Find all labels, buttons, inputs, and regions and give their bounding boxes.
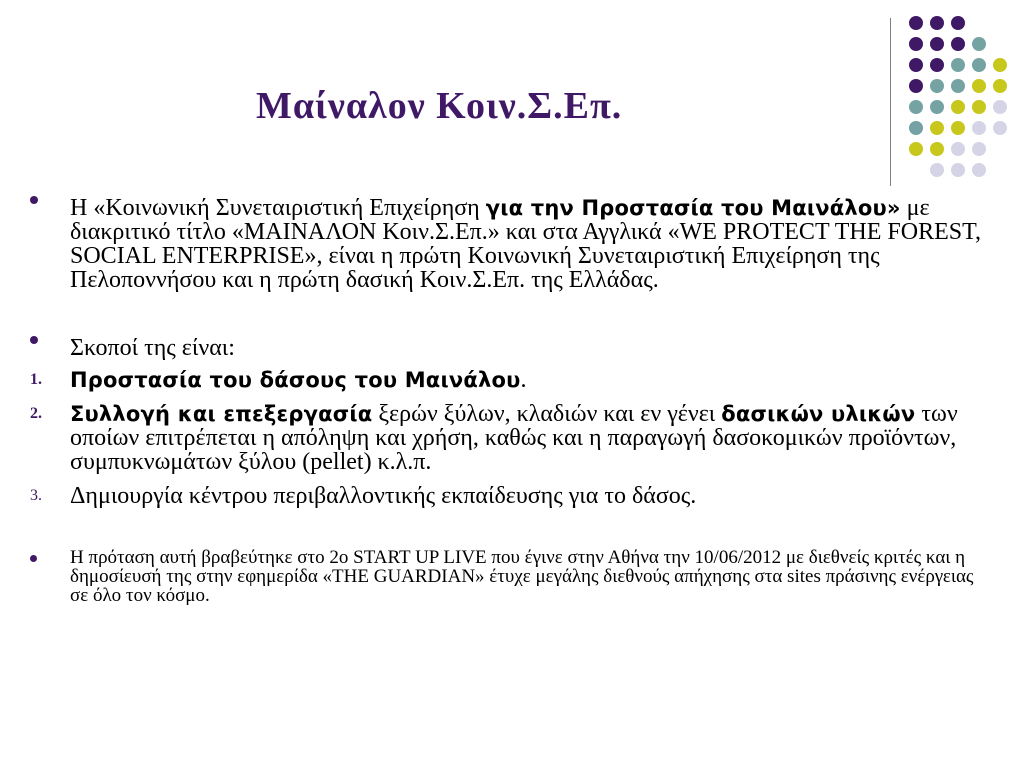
decorative-dot [951,121,965,135]
slide-body [30,196,990,605]
intro-text-1: Η «Κοινωνική Συνεταιριστική Επιχείρηση [70,195,486,221]
goal-2-text-1: ξερών ξύλων, κλαδιών και εν γένει [372,401,722,427]
decorative-dot [993,121,1007,135]
goal-number: 3. [30,487,42,504]
goal-1-bold: Προστασία του δάσους του Μαινάλου [70,368,521,392]
decorative-dot [951,100,965,114]
decorative-dot [951,163,965,177]
decorative-dot [930,163,944,177]
goal-item-1 [30,368,990,392]
decorative-dot [909,37,923,51]
decorative-dot [909,142,923,156]
intro-paragraph [30,196,990,292]
goal-number: 2. [30,405,42,422]
decorative-dot [972,142,986,156]
decorative-dot [930,58,944,72]
goals-heading [30,336,990,360]
bullet-icon [30,196,38,204]
decorative-dot [972,79,986,93]
decorative-dot [951,142,965,156]
decorative-dot [972,100,986,114]
decorative-dot [951,16,965,30]
decorative-dot [909,79,923,93]
bullet-icon [30,336,38,344]
decorative-dot [972,37,986,51]
decorative-dot [909,100,923,114]
decorative-dot [972,163,986,177]
goal-item-2 [30,402,990,474]
decorative-dot [972,121,986,135]
slide-title: Μαίναλον Κοιν.Σ.Επ. [256,85,623,127]
decorative-divider-line [890,18,891,186]
award-text: Η πρόταση αυτή βραβεύτηκε στο 2ο START UP LIVE που έγινε στην Αθήνα την 10/06/2012 με διεθνείς κριτές και η δημοσίευσή της στην εφημερίδα «THE GUARDIAN» έτυχε μεγάλης διεθνούς απήχησης στα sites πράσινης ενέργειας σε όλο τον κόσμο. [70,547,974,606]
decorative-dot [909,58,923,72]
decorative-dot [951,79,965,93]
decorative-dot [930,79,944,93]
decorative-dot [951,58,965,72]
goals-heading-text: Σκοποί της είναι: [70,335,235,361]
decorative-dot [993,79,1007,93]
decorative-dot [993,100,1007,114]
intro-text-2: με διακριτικό τίτλο «ΜΑΙΝΑΛΟΝ Κοιν.Σ.Επ.» και στα Αγγλικά «WE PROTECT THE FOREST, SOCIAL ENTERPRISE», είναι η πρώτη Κοινωνική Συνεταιριστική Επιχείρηση της Πελοποννήσου και η πρώτη δασική Κοιν.Σ.Επ. της Ελλάδας. [70,195,981,293]
goal-number: 1. [30,371,42,388]
goal-2-text-2: των οποίων επιτρέπεται η απόληψη και χρήση, καθώς και η παραγωγή δασοκομικών προϊόντων, συμπυκνωμάτων ξύλου (pellet) κ.λ.π. [70,401,958,475]
decorative-dot [930,121,944,135]
decorative-dot [972,58,986,72]
intro-bold-text: για την Προστασία του Μαινάλου» [485,196,901,220]
award-paragraph [30,548,990,605]
decorative-dot [951,37,965,51]
decorative-dot [930,37,944,51]
decorative-dot [909,16,923,30]
decorative-dot [993,58,1007,72]
decorative-dot [930,100,944,114]
goal-item-3 [30,484,990,508]
decorative-dot [930,142,944,156]
goal-1-text: . [520,367,527,393]
bullet-icon [30,555,37,562]
goal-2-bold-2: δασικών υλικών [721,402,916,426]
decorative-dot [909,121,923,135]
goal-2-bold-1: Συλλογή και επεξεργασία [70,402,373,426]
decorative-dot [930,16,944,30]
goal-3-text: Δημιουργία κέντρου περιβαλλοντικής εκπαίδευσης για το δάσος. [70,483,697,509]
